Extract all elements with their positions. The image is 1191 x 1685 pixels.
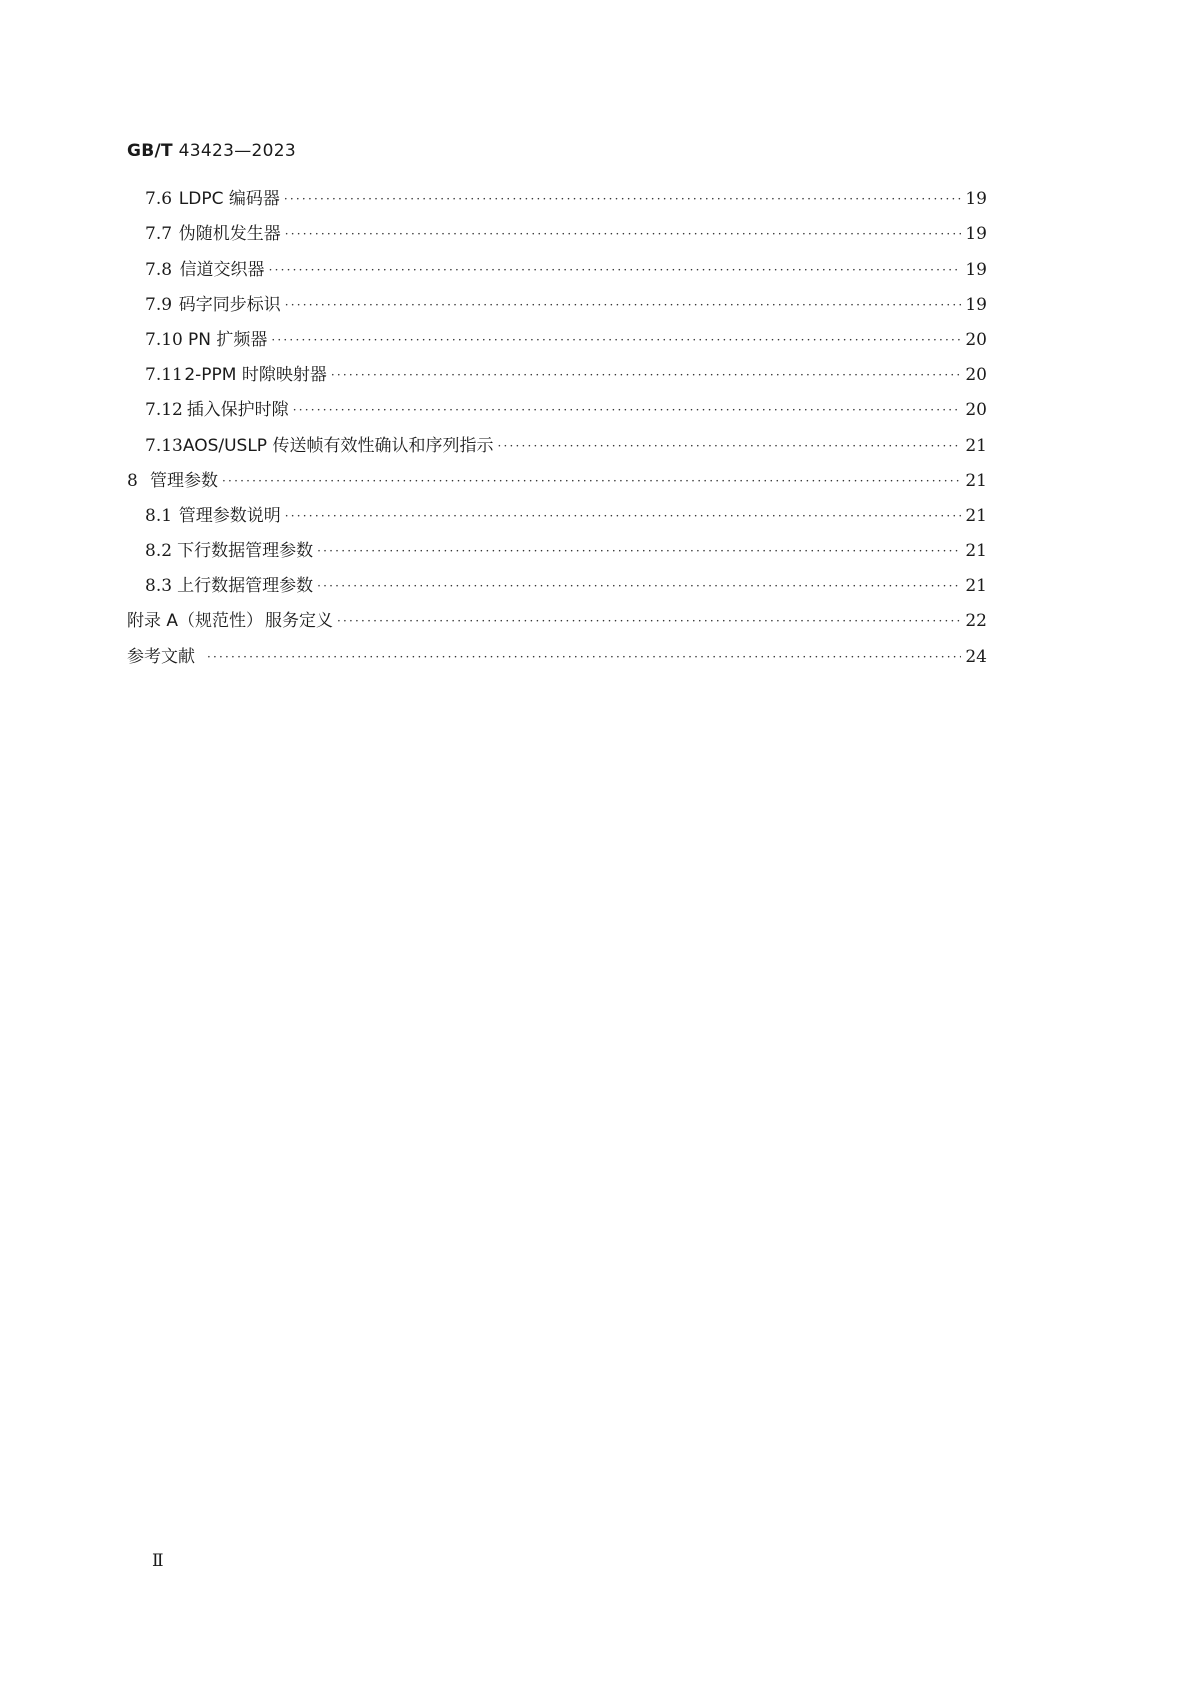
toc-entry-title: 参考文献 (127, 647, 195, 667)
toc-dot-leader (497, 439, 961, 453)
toc-entry-8-1[interactable] (145, 501, 987, 525)
toc-dot-leader (317, 544, 961, 558)
toc-entry-7-9[interactable] (145, 290, 987, 314)
standard-code-header (127, 141, 296, 161)
toc-dot-leader (285, 298, 962, 312)
toc-entry-title: 信道交织器 (179, 260, 265, 280)
toc-entry-number: 7.13 (145, 436, 183, 456)
toc-entry-page: 20 (965, 330, 987, 350)
toc-entry-8-3[interactable] (145, 571, 987, 595)
toc-entry-page: 24 (965, 647, 987, 667)
toc-entry-title: LDPC 编码器 (178, 189, 280, 209)
toc-entry-appendix-a[interactable] (127, 606, 987, 630)
toc-entry-title: 管理参数说明 (178, 506, 281, 526)
toc-entry-number: 7.12 (145, 400, 183, 420)
toc-entry-page: 20 (965, 400, 987, 420)
toc-entry-number: 8.1 (145, 506, 173, 526)
toc-dot-leader (285, 227, 962, 241)
toc-entry-title: 2-PPM 时隙映射器 (184, 365, 327, 385)
toc-entry-page: 21 (965, 471, 987, 491)
toc-entry-8-2[interactable] (145, 536, 987, 560)
toc-entry-title: 下行数据管理参数 (177, 541, 314, 561)
toc-entry-page: 21 (965, 541, 987, 561)
toc-entry-page: 19 (965, 295, 987, 315)
toc-entry-number: 7.7 (145, 224, 173, 244)
toc-entry-page: 21 (965, 506, 987, 526)
toc-entry-page: 19 (965, 224, 987, 244)
toc-entry-7-10[interactable] (145, 325, 987, 349)
toc-dot-leader (293, 403, 962, 417)
toc-dot-leader (284, 192, 961, 206)
toc-entry-number: 8 (127, 471, 138, 491)
toc-entry-number: 8.3 (145, 576, 173, 596)
toc-entry-number: 7.10 (145, 330, 183, 350)
toc-entry-7-6[interactable] (145, 184, 987, 208)
toc-entry-number: 7.9 (145, 295, 173, 315)
toc-entry-title: 码字同步标识 (178, 295, 281, 315)
toc-entry-page: 19 (965, 189, 987, 209)
toc-dot-leader (271, 333, 961, 347)
page-number: Ⅱ (152, 1551, 164, 1571)
toc-entry-title: 管理参数 (150, 471, 219, 491)
toc-entry-number: 7.8 (145, 260, 173, 280)
toc-entry-page: 22 (965, 611, 987, 631)
toc-entry-8[interactable] (127, 466, 987, 490)
toc-dot-leader (317, 579, 961, 593)
toc-entry-number: 7.11 (145, 365, 183, 385)
toc-entry-7-7[interactable] (145, 219, 987, 243)
toc-entry-title: 伪随机发生器 (178, 224, 281, 244)
toc-entry-page: 19 (965, 260, 987, 280)
toc-entry-title: 上行数据管理参数 (177, 576, 314, 596)
toc-entry-7-12[interactable] (145, 395, 987, 419)
toc-entry-title: PN 扩频器 (188, 330, 268, 350)
toc-entry-page: 21 (965, 436, 987, 456)
toc-entry-7-13[interactable] (145, 431, 987, 455)
toc-dot-leader (285, 509, 962, 523)
toc-dot-leader (269, 263, 962, 277)
toc-entry-number: 附录 A（规范性） (127, 611, 264, 631)
toc-dot-leader (337, 614, 961, 628)
toc-entry-7-11[interactable] (145, 360, 987, 384)
toc-entry-7-8[interactable] (145, 255, 987, 279)
toc-entry-title: AOS/USLP 传送帧有效性确认和序列指示 (182, 436, 494, 456)
standard-prefix: GB/T (127, 141, 173, 161)
toc-dot-leader (207, 650, 961, 664)
standard-number: 43423—2023 (178, 141, 296, 161)
toc-entry-page: 20 (965, 365, 987, 385)
toc-dot-leader (222, 474, 961, 488)
toc-entry-number: 7.6 (145, 189, 173, 209)
toc-entry-title: 服务定义 (265, 611, 333, 631)
toc-entry-page: 21 (965, 576, 987, 596)
toc-entry-number: 8.2 (145, 541, 173, 561)
toc-entry-references[interactable] (127, 642, 987, 666)
toc-entry-title: 插入保护时隙 (186, 400, 289, 420)
toc-dot-leader (331, 368, 962, 382)
